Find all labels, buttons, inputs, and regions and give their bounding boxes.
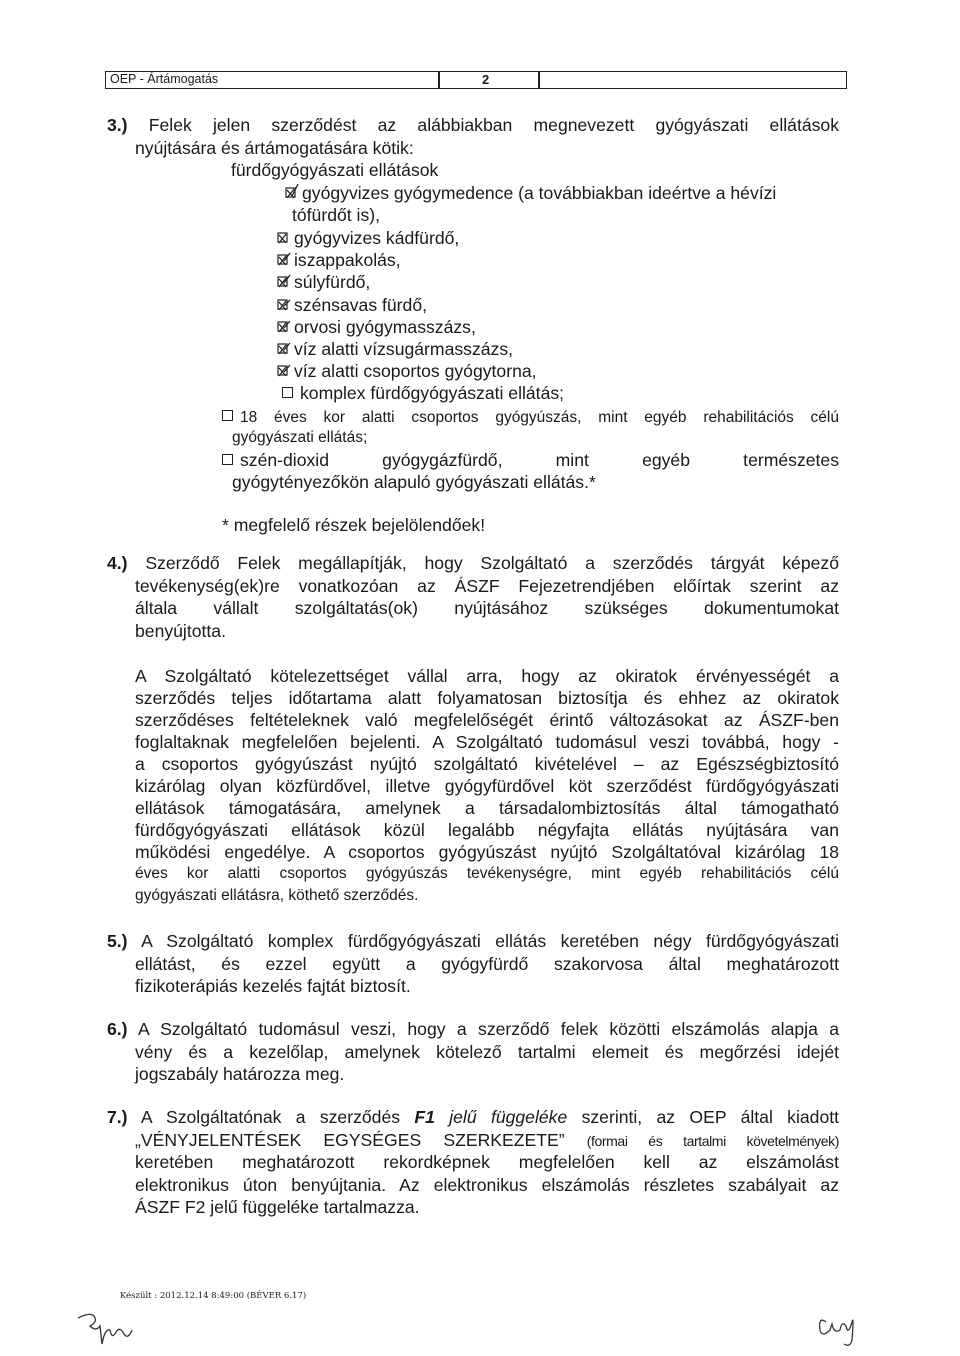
- text: gyógyvizes gyógymedence (a továbbiakban ideértve a hévízi: [302, 183, 777, 203]
- section-4-line: ellátások támogatására, amelynek a társadalombiztosítás által támogatható: [135, 798, 839, 818]
- section-4-line: [107, 552, 839, 574]
- text: szerinti, az OEP által kiadott: [581, 1107, 840, 1127]
- section-number: 4.): [107, 553, 128, 573]
- section-6-line: vény és a kezelőlap, amelynek kötelező tartalmi elemeit és megőrzési idejét: [135, 1042, 839, 1062]
- section-7-line: [135, 1129, 839, 1152]
- text: szén-dioxid gyógygázfürdő, mint egyéb természetes: [240, 450, 839, 470]
- unchecked-checkbox-icon: [282, 387, 293, 398]
- text: A Szolgáltató komplex fürdőgyógyászati ellátás keretében négy fürdőgyógyászati: [141, 931, 840, 951]
- text: víz alatti csoportos gyógytorna,: [294, 361, 537, 381]
- section-4-line: tevékenység(ek)re vonatkozóan az ÁSZF Fejezetrendjében előírtak szerint az: [135, 576, 839, 596]
- checked-checkbox-icon: [277, 299, 290, 312]
- section-7-line: keretében meghatározott rekordképnek megfelelően kell az elszámolást: [135, 1152, 839, 1172]
- section-4-line: foglaltaknak megfelelően bejelenti. A Szolgáltató tudomásul veszi továbbá, hogy -: [135, 732, 839, 752]
- page-number: 2: [482, 72, 490, 87]
- section-4-line: a csoportos gyógyúszást nyújtó szolgáltató kivételével – az Egészségbiztosító: [135, 754, 839, 774]
- header-divider: [438, 72, 440, 88]
- checked-checkbox-icon: [277, 254, 290, 267]
- section-4-line: A Szolgáltató kötelezettséget vállal arra, hogy az okiratok érvényességét a: [135, 666, 839, 686]
- list-item: [277, 338, 513, 360]
- text: iszappakolás,: [294, 250, 401, 270]
- section-7-line: elektronikus úton benyújtania. Az elektronikus elszámolás részletes szabályait az: [135, 1175, 839, 1195]
- text: Felek jelen szerződést az alábbiakban megnevezett gyógyászati ellátások: [148, 115, 839, 135]
- section-number: 6.): [107, 1019, 128, 1039]
- footer-stamp: Készült : 2012.12.14 8:49:00 (BÉVER 6.17): [120, 1291, 307, 1301]
- section-7-line: [107, 1106, 839, 1128]
- signature-right: [810, 1300, 870, 1350]
- list-item: [285, 182, 776, 204]
- section-4-line: benyújtotta.: [135, 621, 226, 641]
- text: víz alatti vízsugármasszázs,: [294, 339, 514, 359]
- list-item: [282, 382, 564, 404]
- checked-checkbox-icon: [277, 276, 290, 289]
- unchecked-checkbox-icon: [222, 454, 233, 465]
- section-4-line: szerződéses feltételeknek való megfelelőségét érintő változásokat az ÁSZF-ben: [135, 710, 839, 730]
- section-4-line: szerződés teljes időtartama alatt folyamatosan biztosítja és ehhez az okiratok: [135, 688, 839, 708]
- footnote: * megfelelő részek bejelölendőek!: [222, 515, 486, 535]
- checked-checkbox-icon: [277, 365, 290, 378]
- section-4-line: éves kor alatti csoportos gyógyúszás tevékenységre, mint egyéb rehabilitációs célú: [135, 865, 839, 882]
- text: A Szolgáltató tudomásul veszi, hogy a szerződő felek közötti elszámolás alapja a: [137, 1019, 840, 1039]
- option-line: [222, 449, 839, 471]
- text: súlyfürdő,: [294, 272, 371, 292]
- text: Szerződő Felek megállapítják, hogy Szolgáltató a szerződés tárgyát képező: [145, 553, 839, 573]
- list-item: [277, 271, 370, 293]
- section-4-line: fürdőgyógyászati ellátások közül legalább négyfajta ellátás nyújtására van: [135, 820, 839, 840]
- unchecked-checkbox-icon: [222, 410, 233, 421]
- checked-checkbox-icon: [277, 321, 290, 334]
- section-7-line: ÁSZF F2 jelű függeléke tartalmazza.: [135, 1197, 420, 1217]
- header-divider: [538, 72, 540, 88]
- section-5-line: ellátást, és ezzel együtt a gyógyfürdő szakorvosa által meghatározott: [135, 954, 839, 974]
- section-3-line: [107, 114, 839, 136]
- option-line: [222, 405, 839, 429]
- section-4-line: működési engedélye. A csoportos gyógyúszást nyújtó Szolgáltatóval kizárólag 18: [135, 842, 839, 862]
- text: 18 éves kor alatti csoportos gyógyúszás, mint egyéb rehabilitációs célú: [240, 409, 839, 426]
- text: jelű függeléke: [449, 1107, 568, 1127]
- text: A Szolgáltatónak a szerződés: [140, 1107, 401, 1127]
- header-bar: [105, 71, 847, 89]
- section-4-line: gyógyászati ellátásra, köthető szerződés.: [135, 887, 419, 904]
- checked-checkbox-icon: [277, 343, 290, 356]
- text: (formai és tartalmi követelmények): [586, 1133, 839, 1149]
- section-number: 7.): [107, 1107, 128, 1127]
- text: „VÉNYJELENTÉSEK EGYSÉGES SZERKEZETE”: [135, 1130, 565, 1150]
- section-5-line: fizikoterápiás kezelés fajtát biztosít.: [135, 976, 411, 996]
- list-item: [277, 294, 427, 316]
- section-4-line: általa vállalt szolgáltatás(ok) nyújtásához szükséges dokumentumokat: [135, 598, 839, 618]
- text: gyógyvizes kádfürdő,: [294, 228, 460, 248]
- text: szénsavas fürdő,: [294, 295, 428, 315]
- list-item-cont: tófürdőt is),: [292, 205, 381, 225]
- text: komplex fürdőgyógyászati ellátás;: [300, 383, 565, 403]
- list-item: [277, 227, 459, 249]
- header-title: OEP - Ártámogatás: [110, 72, 219, 86]
- section-6-line: [107, 1018, 839, 1040]
- section-4-line: kizárólag olyan közfürdővel, illetve gyógyfürdővel köt szerződést fürdőgyógyászati: [135, 776, 839, 796]
- list-item: [277, 249, 401, 271]
- option-line-cont: gyógytényezőkön alapuló gyógyászati ellátás.*: [232, 472, 596, 492]
- list-item: [277, 360, 537, 382]
- text: orvosi gyógymasszázs,: [294, 317, 476, 337]
- checked-checkbox-icon: [285, 187, 298, 200]
- checked-checkbox-icon: [277, 232, 290, 245]
- text: F1: [414, 1107, 435, 1127]
- section-3-line: nyújtására és ártámogatására kötik:: [135, 138, 414, 158]
- subheading: fürdőgyógyászati ellátások: [231, 160, 439, 180]
- section-number: 3.): [107, 115, 128, 135]
- section-number: 5.): [107, 931, 128, 951]
- signature-left: [72, 1310, 152, 1350]
- section-5-line: [107, 930, 839, 952]
- list-item: [277, 316, 476, 338]
- option-line-cont: gyógyászati ellátás;: [232, 429, 368, 446]
- section-6-line: jogszabály határozza meg.: [135, 1064, 345, 1084]
